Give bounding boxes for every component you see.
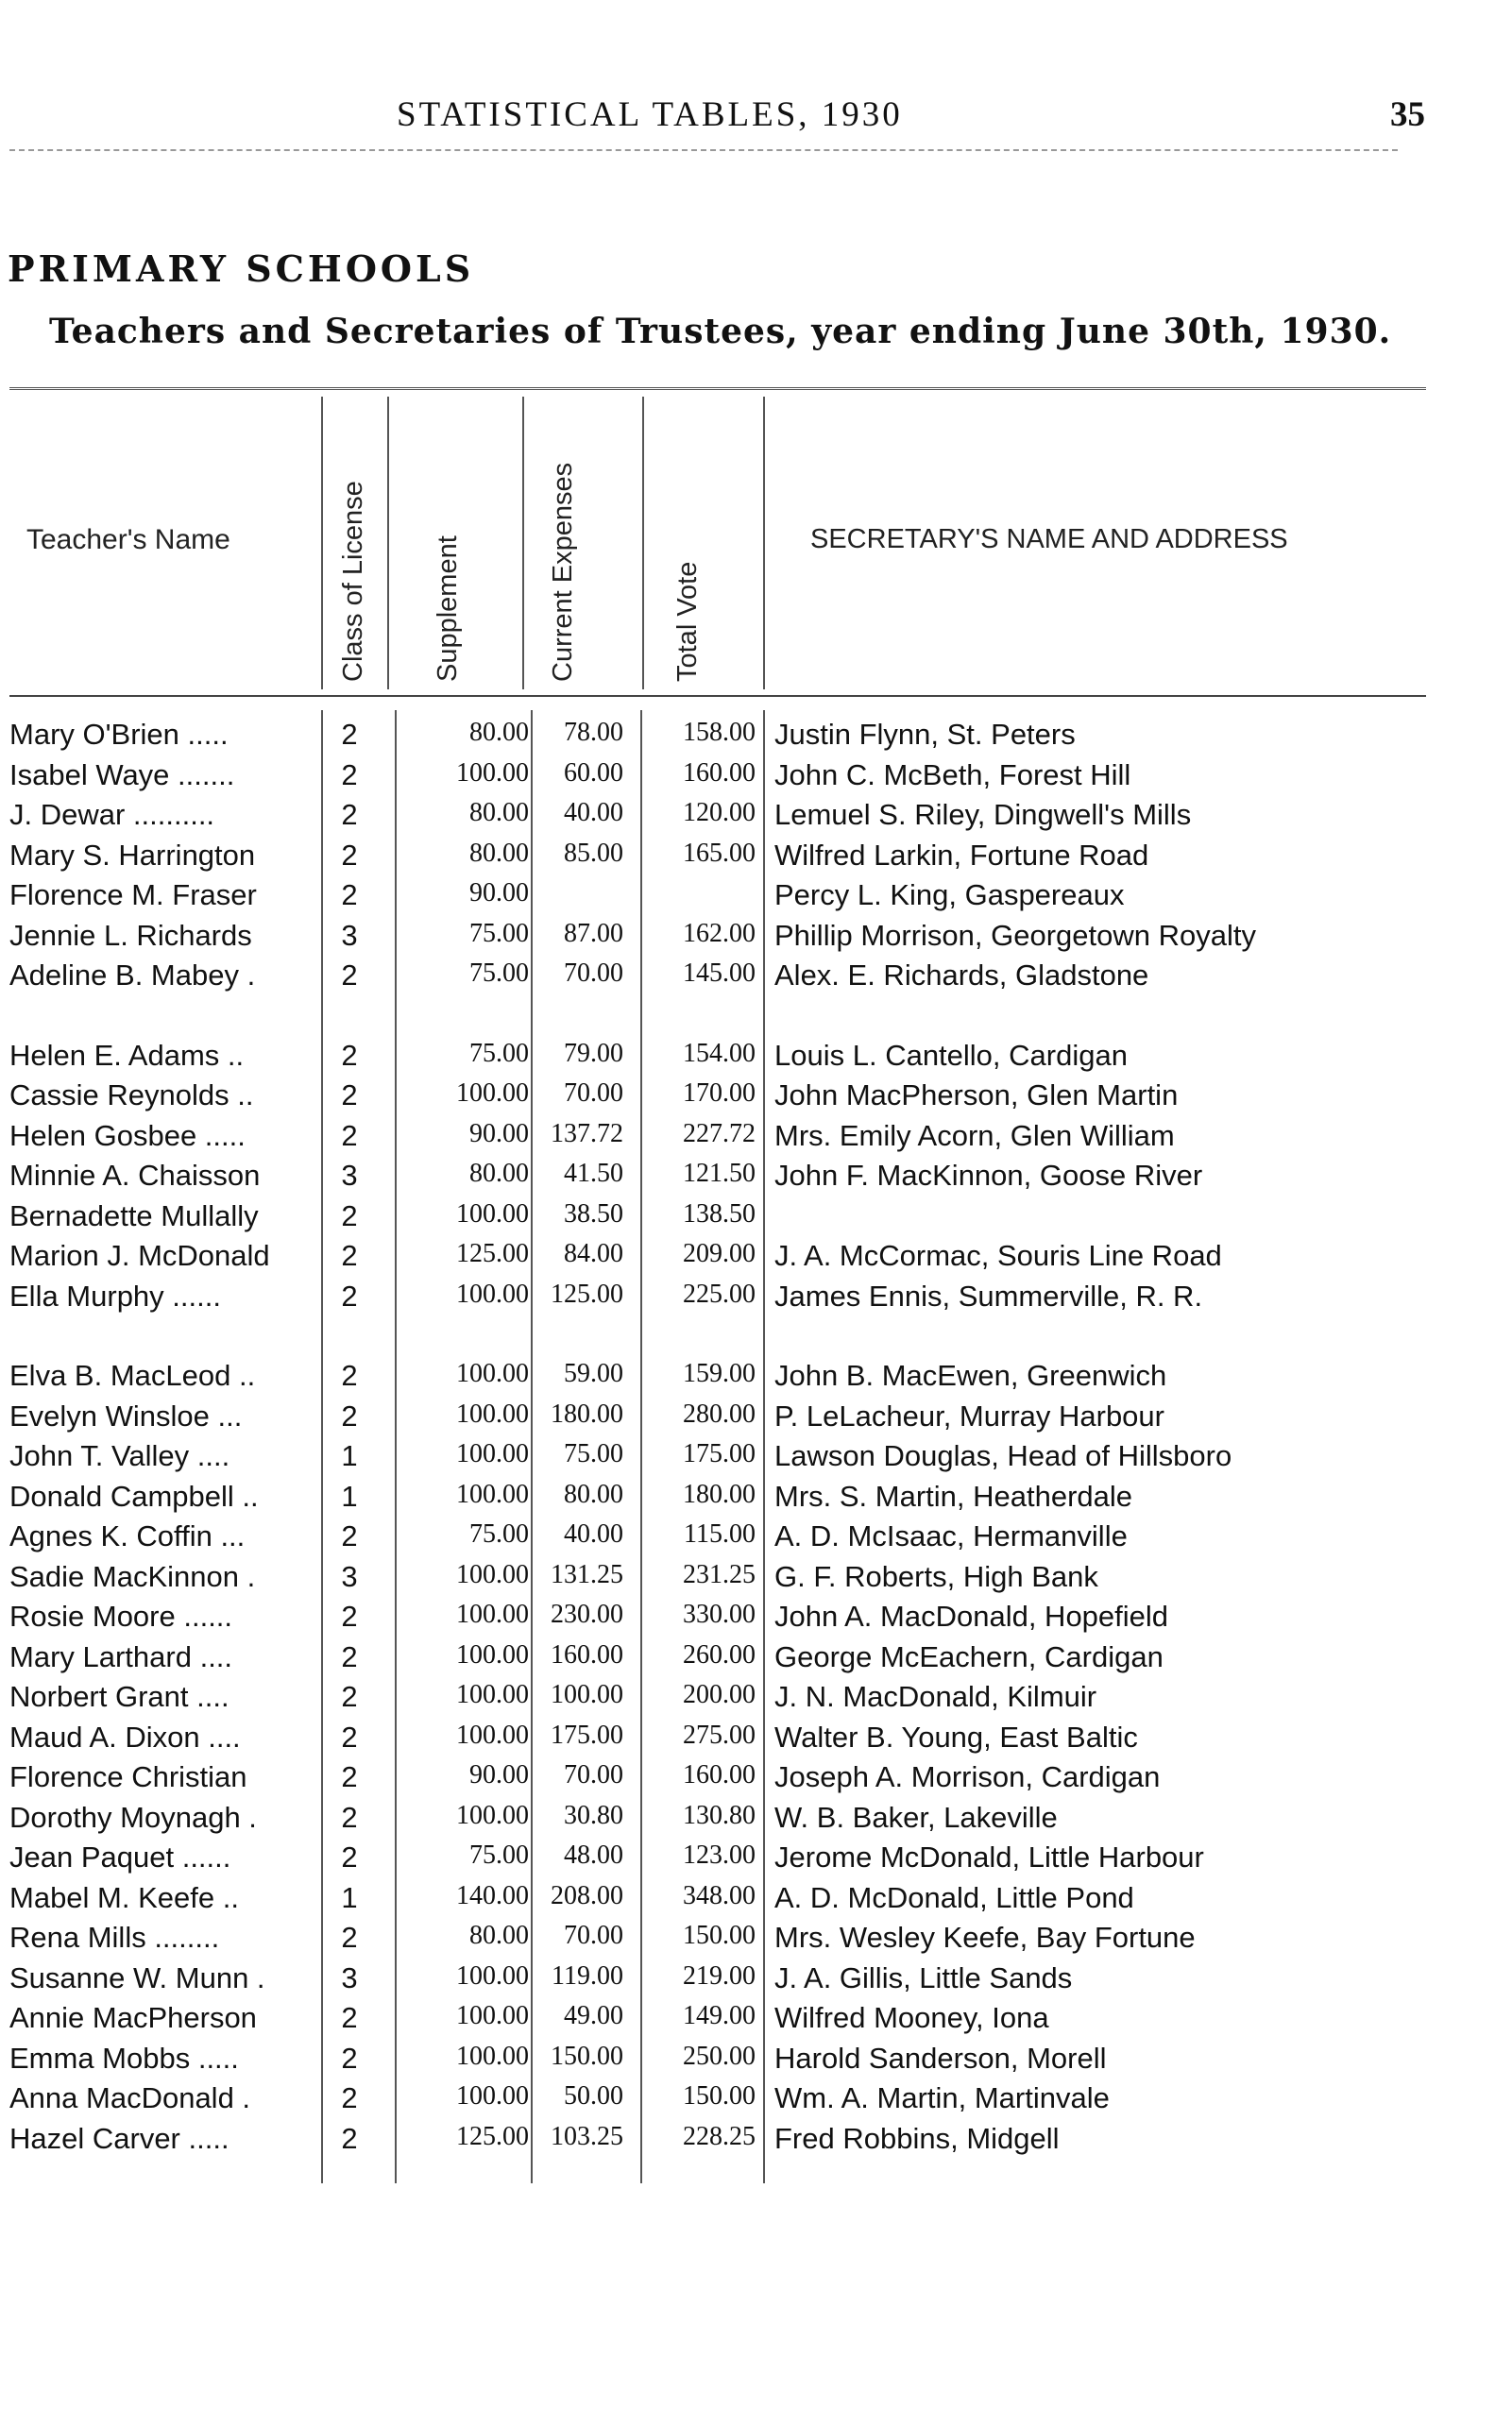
teacher-name: Annie MacPherson (9, 2001, 257, 2034)
table-row (0, 1640, 1512, 1678)
total-vote-value: 225.00 (683, 1279, 756, 1309)
supplement-value: 90.00 (469, 1760, 529, 1790)
column-header-total: Total Vote (672, 561, 703, 682)
teacher-name: J. Dewar .......... (9, 798, 215, 831)
license-class: 2 (341, 1680, 358, 1713)
secretary-name-address: Lawson Douglas, Head of Hillsboro (774, 1439, 1232, 1472)
column-rule (763, 397, 765, 689)
section-title: PRIMARY SCHOOLS (8, 247, 475, 290)
teacher-name: Evelyn Winsloe ... (9, 1399, 243, 1433)
table-row (0, 1680, 1512, 1718)
teacher-name: Adeline B. Mabey . (9, 959, 256, 992)
teacher-name: Florence Christian (9, 1760, 247, 1793)
secretary-name-address: J. A. Gillis, Little Sands (774, 1960, 1073, 1994)
total-vote-value: 219.00 (683, 1960, 756, 1991)
teacher-name: Bernadette Mullally (9, 1198, 259, 1232)
supplement-value: 75.00 (469, 918, 529, 948)
total-vote-value: 121.50 (683, 1159, 756, 1188)
supplement-value: 80.00 (469, 1159, 529, 1188)
total-vote-value: 209.00 (683, 1239, 756, 1268)
expenses-value: 160.00 (551, 1639, 623, 1670)
license-class: 2 (341, 1118, 358, 1152)
secretary-name-address: Fred Robbins, Midgell (774, 2121, 1060, 2155)
teacher-name: Anna MacDonald . (9, 2081, 251, 2114)
license-class: 2 (341, 2121, 358, 2155)
teacher-name: Jennie L. Richards (9, 918, 252, 952)
secretary-name-address: John A. MacDonald, Hopefield (774, 1600, 1169, 1633)
supplement-value: 100.00 (456, 1639, 529, 1670)
column-rule (387, 397, 389, 689)
secretary-name-address: A. D. McIsaac, Hermanville (774, 1519, 1128, 1552)
supplement-value: 100.00 (456, 1600, 529, 1629)
expenses-value: 60.00 (564, 757, 623, 788)
supplement-value: 100.00 (456, 2041, 529, 2071)
total-vote-value: 260.00 (683, 1639, 756, 1670)
column-header-secretary: SECRETARY'S NAME AND ADDRESS (810, 524, 1288, 554)
license-class: 3 (341, 1159, 358, 1192)
license-class: 2 (341, 1198, 358, 1232)
column-header-supplement: Supplement (433, 535, 463, 682)
secretary-name-address: G. F. Roberts, High Bank (774, 1559, 1098, 1593)
supplement-value: 100.00 (456, 1279, 529, 1309)
supplement-value: 125.00 (456, 1239, 529, 1268)
license-class: 2 (341, 1239, 358, 1272)
table-row (0, 1721, 1512, 1758)
total-vote-value: 250.00 (683, 2041, 756, 2071)
total-vote-value: 280.00 (683, 1399, 756, 1429)
table-row (0, 1239, 1512, 1277)
secretary-name-address: James Ennis, Summerville, R. R. (774, 1279, 1203, 1313)
header-bottom-rule (9, 695, 1426, 697)
teacher-name: Jean Paquet ...... (9, 1841, 231, 1874)
teacher-name: Agnes K. Coffin ... (9, 1519, 246, 1552)
secretary-name-address: Joseph A. Morrison, Cardigan (774, 1760, 1161, 1793)
expenses-value: 40.00 (564, 798, 623, 827)
secretary-name-address: Mrs. Wesley Keefe, Bay Fortune (774, 1921, 1196, 1954)
table-row (0, 878, 1512, 916)
running-head (0, 94, 1512, 142)
secretary-name-address: P. LeLacheur, Murray Harbour (774, 1399, 1164, 1433)
license-class: 2 (341, 1720, 358, 1754)
table-row (0, 2081, 1512, 2119)
supplement-value: 100.00 (456, 1198, 529, 1229)
teacher-name: Rosie Moore ...... (9, 1600, 233, 1633)
license-class: 3 (341, 918, 358, 952)
secretary-name-address: Louis L. Cantello, Cardigan (774, 1038, 1128, 1072)
expenses-value: 230.00 (551, 1600, 623, 1629)
teacher-name: Helen Gosbee ..... (9, 1118, 246, 1152)
secretary-name-address: Wm. A. Martin, Martinvale (774, 2081, 1110, 2114)
column-rule (321, 397, 323, 689)
expenses-value: 103.25 (551, 2121, 623, 2151)
license-class: 2 (341, 1399, 358, 1433)
supplement-value: 100.00 (456, 1800, 529, 1830)
secretary-name-address: John C. McBeth, Forest Hill (774, 757, 1131, 791)
secretary-name-address: Justin Flynn, St. Peters (774, 718, 1076, 751)
total-vote-value: 330.00 (683, 1600, 756, 1629)
table-row (0, 1039, 1512, 1077)
total-vote-value: 348.00 (683, 1880, 756, 1910)
table-row (0, 1078, 1512, 1116)
secretary-name-address: Lemuel S. Riley, Dingwell's Mills (774, 798, 1192, 831)
license-class: 2 (341, 1760, 358, 1793)
total-vote-value: 160.00 (683, 1760, 756, 1790)
teacher-name: Rena Mills ........ (9, 1921, 220, 1954)
supplement-value: 75.00 (469, 1519, 529, 1549)
expenses-value: 84.00 (564, 1239, 623, 1268)
teacher-name: Florence M. Fraser (9, 878, 257, 911)
table-row (0, 718, 1512, 755)
supplement-value: 140.00 (456, 1880, 529, 1910)
table-row (0, 959, 1512, 996)
supplement-value: 75.00 (469, 959, 529, 988)
license-class: 2 (341, 718, 358, 751)
license-class: 2 (341, 1800, 358, 1834)
supplement-value: 80.00 (469, 718, 529, 747)
expenses-value: 175.00 (551, 1720, 623, 1750)
expenses-value: 48.00 (564, 1841, 623, 1870)
table-row (0, 1359, 1512, 1397)
teacher-name: Susanne W. Munn . (9, 1960, 265, 1994)
total-vote-value: 165.00 (683, 838, 756, 868)
table-row (0, 1760, 1512, 1798)
table-row (0, 1841, 1512, 1878)
license-class: 1 (341, 1479, 358, 1513)
secretary-name-address: John B. MacEwen, Greenwich (774, 1359, 1167, 1392)
expenses-value: 150.00 (551, 2041, 623, 2071)
license-class: 2 (341, 1279, 358, 1313)
expenses-value: 180.00 (551, 1399, 623, 1429)
column-rule (522, 397, 524, 689)
license-class: 1 (341, 1880, 358, 1914)
total-vote-value: 231.25 (683, 1559, 756, 1589)
table-row (0, 2001, 1512, 2039)
secretary-name-address: Phillip Morrison, Georgetown Royalty (774, 918, 1256, 952)
table-row (0, 1199, 1512, 1237)
secretary-name-address: Harold Sanderson, Morell (774, 2041, 1107, 2075)
supplement-value: 125.00 (456, 2121, 529, 2151)
total-vote-value: 130.80 (683, 1800, 756, 1830)
supplement-value: 75.00 (469, 1038, 529, 1068)
total-vote-value: 150.00 (683, 2081, 756, 2111)
table-row (0, 1881, 1512, 1919)
supplement-value: 100.00 (456, 2081, 529, 2111)
table-row (0, 1400, 1512, 1437)
table-row (0, 919, 1512, 957)
supplement-value: 100.00 (456, 1479, 529, 1509)
license-class: 2 (341, 798, 358, 831)
page-number: 35 (1390, 95, 1425, 134)
total-vote-value: 120.00 (683, 798, 756, 827)
expenses-value: 125.00 (551, 1279, 623, 1309)
license-class: 2 (341, 2041, 358, 2075)
expenses-value: 100.00 (551, 1680, 623, 1709)
license-class: 2 (341, 1359, 358, 1392)
table-row (0, 1439, 1512, 1477)
secretary-name-address: Walter B. Young, East Baltic (774, 1720, 1138, 1754)
expenses-value: 70.00 (564, 959, 623, 988)
running-title: STATISTICAL TABLES, 1930 (397, 95, 903, 134)
expenses-value: 131.25 (551, 1559, 623, 1589)
secretary-name-address: Mrs. Emily Acorn, Glen William (774, 1118, 1175, 1152)
expenses-value: 208.00 (551, 1880, 623, 1910)
column-header-class: Class of License (338, 481, 368, 682)
table-row (0, 1801, 1512, 1839)
teacher-name: Helen E. Adams .. (9, 1038, 245, 1072)
supplement-value: 90.00 (469, 878, 529, 908)
license-class: 3 (341, 1960, 358, 1994)
supplement-value: 100.00 (456, 757, 529, 788)
secretary-name-address: A. D. McDonald, Little Pond (774, 1880, 1134, 1914)
table-row (0, 1519, 1512, 1557)
expenses-value: 80.00 (564, 1479, 623, 1509)
column-header-teacher: Teacher's Name (26, 524, 230, 555)
table-row (0, 1961, 1512, 1999)
total-vote-value: 115.00 (684, 1519, 756, 1549)
supplement-value: 100.00 (456, 1399, 529, 1429)
secretary-name-address: John MacPherson, Glen Martin (774, 1078, 1179, 1111)
table-row (0, 1159, 1512, 1196)
column-header-expenses: Current Expenses (548, 462, 578, 682)
license-class: 2 (341, 1038, 358, 1072)
secretary-name-address: George McEachern, Cardigan (774, 1639, 1164, 1673)
expenses-value: 41.50 (564, 1159, 623, 1188)
supplement-value: 100.00 (456, 1078, 529, 1108)
expenses-value: 70.00 (564, 1078, 623, 1108)
teacher-name: Maud A. Dixon .... (9, 1720, 241, 1754)
table-row (0, 1280, 1512, 1317)
expenses-value: 38.50 (564, 1198, 623, 1229)
secretary-name-address: Alex. E. Richards, Gladstone (774, 959, 1149, 992)
expenses-value: 137.72 (551, 1118, 623, 1148)
supplement-value: 100.00 (456, 2001, 529, 2030)
table-subtitle: Teachers and Secretaries of Trustees, year ending June 30th, 1930. (49, 312, 1392, 351)
table-row (0, 758, 1512, 796)
total-vote-value: 227.72 (683, 1118, 756, 1148)
supplement-value: 100.00 (456, 1720, 529, 1750)
secretary-name-address: W. B. Baker, Lakeville (774, 1800, 1058, 1834)
total-vote-value: 158.00 (683, 718, 756, 747)
teacher-name: Elva B. MacLeod .. (9, 1359, 256, 1392)
total-vote-value: 175.00 (683, 1439, 756, 1468)
expenses-value: 30.80 (564, 1800, 623, 1830)
table-row (0, 798, 1512, 836)
expenses-value: 79.00 (564, 1038, 623, 1068)
expenses-value: 75.00 (564, 1439, 623, 1468)
table-row (0, 1119, 1512, 1157)
supplement-value: 100.00 (456, 1960, 529, 1991)
table-row (0, 1480, 1512, 1518)
secretary-name-address: John F. MacKinnon, Goose River (774, 1159, 1203, 1192)
total-vote-value: 154.00 (683, 1038, 756, 1068)
teacher-name: John T. Valley .... (9, 1439, 230, 1472)
expenses-value: 85.00 (564, 838, 623, 868)
expenses-value: 40.00 (564, 1519, 623, 1549)
supplement-value: 80.00 (469, 838, 529, 868)
license-class: 2 (341, 959, 358, 992)
license-class: 2 (341, 1841, 358, 1874)
secretary-name-address: J. N. MacDonald, Kilmuir (774, 1680, 1097, 1713)
expenses-value: 70.00 (564, 1921, 623, 1950)
license-class: 2 (341, 2081, 358, 2114)
license-class: 1 (341, 1439, 358, 1472)
teacher-name: Isabel Waye ....... (9, 757, 235, 791)
table-row (0, 1600, 1512, 1637)
secretary-name-address: J. A. McCormac, Souris Line Road (774, 1239, 1222, 1272)
table-row (0, 1560, 1512, 1598)
license-class: 2 (341, 1600, 358, 1633)
license-class: 2 (341, 878, 358, 911)
header-rule (9, 149, 1398, 151)
teacher-name: Emma Mobbs ..... (9, 2041, 239, 2075)
expenses-value: 78.00 (564, 718, 623, 747)
supplement-value: 100.00 (456, 1559, 529, 1589)
secretary-name-address: Jerome McDonald, Little Harbour (774, 1841, 1204, 1874)
license-class: 2 (341, 1519, 358, 1552)
secretary-name-address: Percy L. King, Gaspereaux (774, 878, 1125, 911)
total-vote-value: 170.00 (683, 1078, 756, 1108)
total-vote-value: 159.00 (683, 1359, 756, 1388)
expenses-value: 59.00 (564, 1359, 623, 1388)
total-vote-value: 162.00 (683, 918, 756, 948)
expenses-value: 50.00 (564, 2081, 623, 2111)
total-vote-value: 200.00 (683, 1680, 756, 1709)
teacher-name: Hazel Carver ..... (9, 2121, 229, 2155)
table-row (0, 839, 1512, 876)
total-vote-value: 275.00 (683, 1720, 756, 1750)
teacher-name: Marion J. McDonald (9, 1239, 270, 1272)
total-vote-value: 145.00 (683, 959, 756, 988)
teacher-name: Norbert Grant .... (9, 1680, 229, 1713)
license-class: 2 (341, 1639, 358, 1673)
teacher-name: Mary O'Brien ..... (9, 718, 229, 751)
expenses-value: 70.00 (564, 1760, 623, 1790)
teacher-name: Dorothy Moynagh . (9, 1800, 257, 1834)
teacher-name: Donald Campbell .. (9, 1479, 259, 1513)
supplement-value: 90.00 (469, 1118, 529, 1148)
column-rule (642, 397, 644, 689)
supplement-value: 80.00 (469, 798, 529, 827)
license-class: 2 (341, 1078, 358, 1111)
expenses-value: 119.00 (552, 1960, 623, 1991)
license-class: 2 (341, 1921, 358, 1954)
total-vote-value: 149.00 (683, 2001, 756, 2030)
license-class: 2 (341, 838, 358, 872)
total-vote-value: 123.00 (683, 1841, 756, 1870)
teacher-name: Mary S. Harrington (9, 838, 256, 872)
total-vote-value: 180.00 (683, 1479, 756, 1509)
total-vote-value: 150.00 (683, 1921, 756, 1950)
license-class: 2 (341, 757, 358, 791)
teacher-name: Mabel M. Keefe .. (9, 1880, 239, 1914)
total-vote-value: 228.25 (683, 2121, 756, 2151)
secretary-name-address: Mrs. S. Martin, Heatherdale (774, 1479, 1133, 1513)
expenses-value: 49.00 (564, 2001, 623, 2030)
secretary-name-address: Wilfred Larkin, Fortune Road (774, 838, 1149, 872)
total-vote-value: 138.50 (683, 1198, 756, 1229)
supplement-value: 100.00 (456, 1439, 529, 1468)
table-row (0, 2042, 1512, 2079)
table-row (0, 1921, 1512, 1959)
license-class: 2 (341, 2001, 358, 2034)
supplement-value: 80.00 (469, 1921, 529, 1950)
license-class: 3 (341, 1559, 358, 1593)
expenses-value: 87.00 (564, 918, 623, 948)
teacher-name: Ella Murphy ...... (9, 1279, 221, 1313)
table-row (0, 2122, 1512, 2160)
teacher-name: Mary Larthard .... (9, 1639, 233, 1673)
table-top-rule (9, 387, 1426, 390)
teacher-name: Cassie Reynolds .. (9, 1078, 254, 1111)
total-vote-value: 160.00 (683, 757, 756, 788)
supplement-value: 75.00 (469, 1841, 529, 1870)
teacher-name: Minnie A. Chaisson (9, 1159, 261, 1192)
supplement-value: 100.00 (456, 1359, 529, 1388)
supplement-value: 100.00 (456, 1680, 529, 1709)
secretary-name-address: Wilfred Mooney, Iona (774, 2001, 1049, 2034)
teacher-name: Sadie MacKinnon . (9, 1559, 256, 1593)
